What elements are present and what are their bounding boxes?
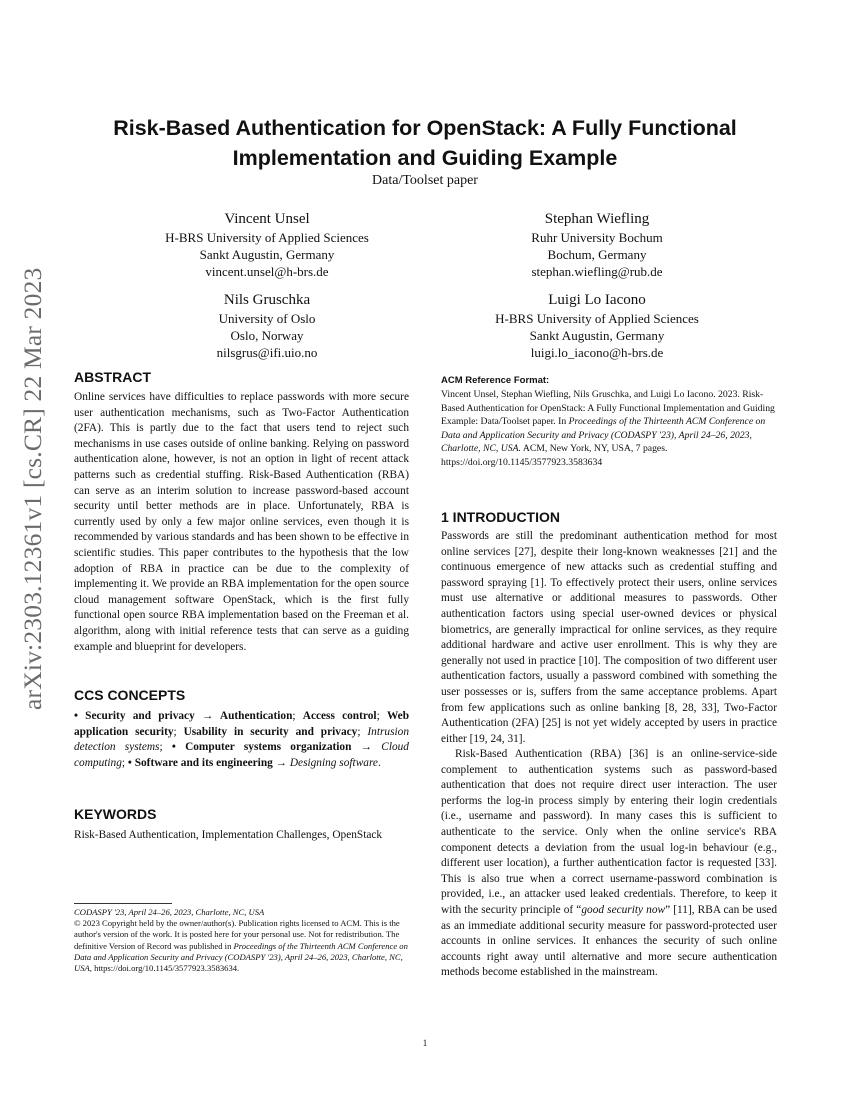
author-affiliation: Ruhr University Bochum	[531, 230, 663, 245]
ccs-item: • Security and privacy → Authentication	[74, 710, 293, 722]
footnote-rule	[74, 903, 172, 904]
quoted-principle: good security now	[581, 903, 666, 916]
ccs-item: • Software and its engineering →	[127, 756, 287, 769]
author-affiliation: H-BRS University of Applied Sciences	[495, 311, 699, 326]
acm-reference-heading: ACM Reference Format:	[441, 375, 550, 386]
ccs-heading: CCS CONCEPTS	[74, 687, 186, 703]
introduction-heading: 1 INTRODUCTION	[441, 509, 560, 525]
author-email: luigi.lo_iacono@h-brs.de	[530, 345, 664, 360]
author-affiliation: H-BRS University of Applied Sciences	[165, 230, 369, 245]
title-line-1: Risk-Based Authentication for OpenStack: A Fully Functional	[113, 116, 737, 140]
author-email: vincent.unsel@h-brs.de	[205, 264, 329, 279]
arxiv-identifier: arXiv:2303.12361v1 [cs.CR] 22 Mar 2023	[18, 267, 47, 710]
author-location: Sankt Augustin, Germany	[529, 328, 665, 343]
footnote	[74, 907, 409, 974]
introduction-paragraph-2: Risk-Based Authentication (RBA) [36] is an online-service-side complement to authentication systems such as password-based authentication that does not require direct user interaction. The user performs the log-in process simply by entering their login credentials (i.e., username and password). In many cases this is sufficient to authenticate to the service. Only when the online service's RBA component detects a deviation from the usual log-in behaviour (e.g., different user location), a further authentication factor is requested [33]. This is also true when a correct username-password combination is provided, i.e., an attacker used leaked credentials. Therefore, to keep it with the security principle of “good security now” [11], RBA can be used as an immediate additional security measure for password-protected user accounts in online services. It enhances the security of such online accounts right away until alternative and more secure authentication methods become established in the mainstream.	[441, 748, 777, 979]
acm-proceedings: Proceedings of the Thirteenth ACM Conference on Data and Application Security and Privacy (CODASPY '23), April 24–26, 2023, Charlotte, NC, USA.	[441, 416, 766, 454]
author-location: Bochum, Germany	[547, 247, 647, 262]
author-block-3	[117, 290, 417, 361]
acm-reference-text: Vincent Unsel, Stephan Wiefling, Nils Gruschka, and Luigi Lo Iacono. 2023. Risk-Based Authentication for OpenStack: A Fully Functional Implementation and Guiding Example: Data/Toolset paper. In Proceedings of the Thirteenth ACM Conference on Data and Application Security and Privacy (CODASPY '23), April 24–26, 2023, Charlotte, NC, USA. ACM, New York, NY, USA, 7 pages. https://doi.org/10.1145/3577923.3583634	[441, 389, 775, 468]
author-name: Luigi Lo Iacono	[548, 292, 646, 308]
author-block-4	[447, 290, 747, 361]
keywords-text: Risk-Based Authentication, Implementation Challenges, OpenStack	[74, 829, 383, 841]
paper-title	[75, 113, 775, 173]
title-line-2: Implementation and Guiding Example	[232, 146, 618, 170]
abstract-heading: ABSTRACT	[74, 369, 151, 385]
ccs-item: Intrusion detection systems	[74, 725, 409, 754]
introduction-paragraph-1: Passwords are still the predominant authentication method for most online services [27], despite their long-known weaknesses [21] and the continuous emergence of new attacks such as credential stuffing and password spraying [1]. To effectively protect their users, online services must use alternative or additional measures to passwords. Other authentication factors using special user-owned devices or physical biometrics, are generally impractical for online services, as they require additional hardware and active user enrollment. This is why they are generally not used in practice [10]. The composition of two different user authentication factors, usually a password combined with something the user possesses or is, suffers from the same acceptance problems. Apart from few applications such as online banking [8, 28, 33], Two-Factor Authentication (2FA) [25] is not yet widely accepted by users in practice either [19, 24, 31].	[441, 530, 777, 745]
footnote-doi: , https://doi.org/10.1145/3577923.3583634.	[89, 963, 240, 974]
author-location: Oslo, Norway	[230, 328, 304, 343]
author-block-1	[117, 209, 417, 280]
author-email: nilsgrus@ifi.uio.no	[216, 345, 318, 360]
author-name: Nils Gruschka	[223, 292, 311, 308]
author-email: stephan.wiefling@rub.de	[531, 264, 663, 279]
keywords-heading: KEYWORDS	[74, 806, 157, 822]
author-location: Sankt Augustin, Germany	[199, 247, 335, 262]
author-name: Stephan Wiefling	[544, 211, 650, 227]
ccs-item: Access control	[302, 710, 377, 722]
abstract-text: Online services have difficulties to replace passwords with more secure user authentication mechanisms, such as Two-Factor Authentication (2FA). This is partly due to the fact that users tend to reject such mechanisms in use cases outside of online banking. Relying on password authentication alone, however, is not an option in light of recent attack patterns such as credential stuffing. Risk-Based Authentication (RBA) can serve as an interim solution to increase password-based account security until better methods are in place. Unfortunately, RBA is currently used by only a few major online services, even though it is recommended by various standards and has been shown to be effective in scientific studies. This paper contributes to the hypothesis that the low adoption of RBA in practice can be due to the complexity of implementing it. We provide an RBA implementation for the open source cloud management software OpenStack, which is the first fully functional open source RBA implementation based on the Freeman et al. algorithm, along with initial reference tests that can serve as a guiding example and blueprint for developers.	[74, 391, 409, 653]
ccs-item: Web application security	[74, 710, 409, 738]
ccs-item: Designing software	[289, 756, 378, 769]
ccs-item: Usability in security and privacy	[183, 725, 358, 738]
ccs-item: • Computer systems organization →	[171, 741, 372, 754]
ccs-item: Cloud computing	[74, 741, 409, 769]
footnote-copyright: © 2023 Copyright held by the owner/author(s). Publication rights licensed to ACM. This is the author's version of the work. It is posted here for your personal use. Not for redistribution. The definitive Version of Record was published in	[74, 918, 400, 951]
footnote-proceedings: Proceedings of the Thirteenth ACM Conference on Data and Application Security and Privacy (CODASPY '23), April 24–26, 2023, Charlotte, NC, USA	[74, 940, 408, 974]
footnote-conference: CODASPY '23, April 24–26, 2023, Charlotte, NC, USA	[74, 907, 265, 917]
author-affiliation: University of Oslo	[218, 311, 316, 326]
page-number: 1	[422, 1038, 428, 1048]
paper-subtitle: Data/Toolset paper	[372, 173, 478, 188]
author-block-2	[447, 209, 747, 280]
author-name: Vincent Unsel	[224, 211, 310, 227]
ccs-concepts: • Security and privacy → Authentication; Access control; Web application security; Usability in security and privacy; Intrusion detection systems; • Computer systems organization → Cloud computing; • Software and its engineering → Designing software.	[74, 710, 409, 769]
